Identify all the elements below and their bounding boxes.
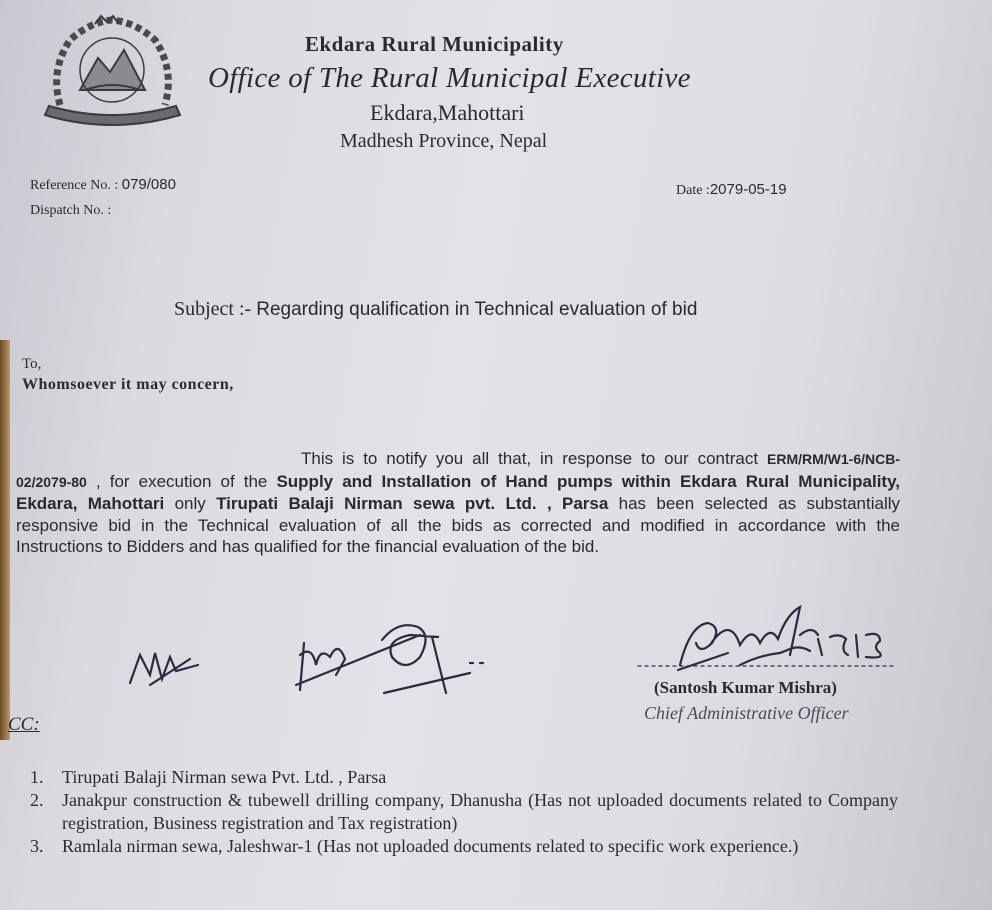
cc-item-text: Janakpur construction & tubewell drilling company, Dhanusha (Has not uploaded documents related to Company registration, Business registration and Tax registration) xyxy=(62,790,898,833)
signature-1-icon xyxy=(130,653,198,685)
body-paragraph xyxy=(16,448,900,558)
cc-item-text: Tirupati Balaji Nirman sewa Pvt. Ltd. , Parsa xyxy=(62,767,387,787)
cc-item xyxy=(30,766,898,789)
office-place: Ekdara,Mahottari xyxy=(370,100,525,125)
body-part-1: , for execution of the xyxy=(86,471,277,491)
addressee: Whomsoever it may concern, xyxy=(22,376,234,393)
signature-3-icon xyxy=(678,607,881,670)
body-part-2: only xyxy=(164,494,217,513)
subject-line xyxy=(174,298,697,321)
cc-item xyxy=(30,835,898,858)
office-province: Madhesh Province, Nepal xyxy=(340,130,548,152)
signatures xyxy=(0,595,992,715)
subject-label: Subject :- xyxy=(174,298,252,320)
body-intro: This is to notify you all that, in response to our contract xyxy=(301,449,759,468)
signatory-name: (Santosh Kumar Mishra) xyxy=(654,678,837,697)
to-label: To, xyxy=(22,356,42,372)
cc-list xyxy=(30,766,898,858)
reference-label: Reference No. : xyxy=(30,178,119,193)
cc-label: CC: xyxy=(8,714,40,735)
cc-item-number: 1. xyxy=(30,767,44,787)
subject-text: Regarding qualification in Technical evaluation of bid xyxy=(256,299,698,320)
date-value: 2079-05-19 xyxy=(709,181,787,198)
cc-item-number: 2. xyxy=(30,790,44,810)
body-part-3: has been selected as substantially responsive bid in the Technical evaluation of all the bids as corrected and modified in accordance with the Instructions to Bidders and has qualified for the financial evaluation of the bid. xyxy=(16,494,900,556)
contract-reference: ERM/RM/W1-6/NCB-02/2079-80 xyxy=(16,451,900,490)
signature-2-icon xyxy=(296,625,483,693)
cc-item xyxy=(30,789,898,835)
dispatch-label: Dispatch No. : xyxy=(30,203,112,218)
date-label: Date : xyxy=(676,183,710,198)
date-line xyxy=(676,181,787,199)
org-name: Ekdara Rural Municipality xyxy=(305,32,564,56)
project-name: Supply and Installation of Hand pumps within Ekdara Rural Municipality, Ekdara, Mahottari xyxy=(16,471,900,513)
selected-company: Tirupati Balaji Nirman sewa pvt. Ltd. , Parsa xyxy=(216,494,609,513)
reference-line xyxy=(30,176,176,194)
cc-item-text: Ramlala nirman sewa, Jaleshwar-1 (Has not uploaded documents related to specific work experience.) xyxy=(62,836,799,856)
signatory-title: Chief Administrative Officer xyxy=(644,703,849,723)
office-name: Office of The Rural Municipal Executive xyxy=(208,62,691,94)
nepal-emblem-icon xyxy=(40,10,185,135)
reference-value: 079/080 xyxy=(121,176,176,193)
cc-item-number: 3. xyxy=(30,836,44,856)
dispatch-line xyxy=(30,203,111,219)
